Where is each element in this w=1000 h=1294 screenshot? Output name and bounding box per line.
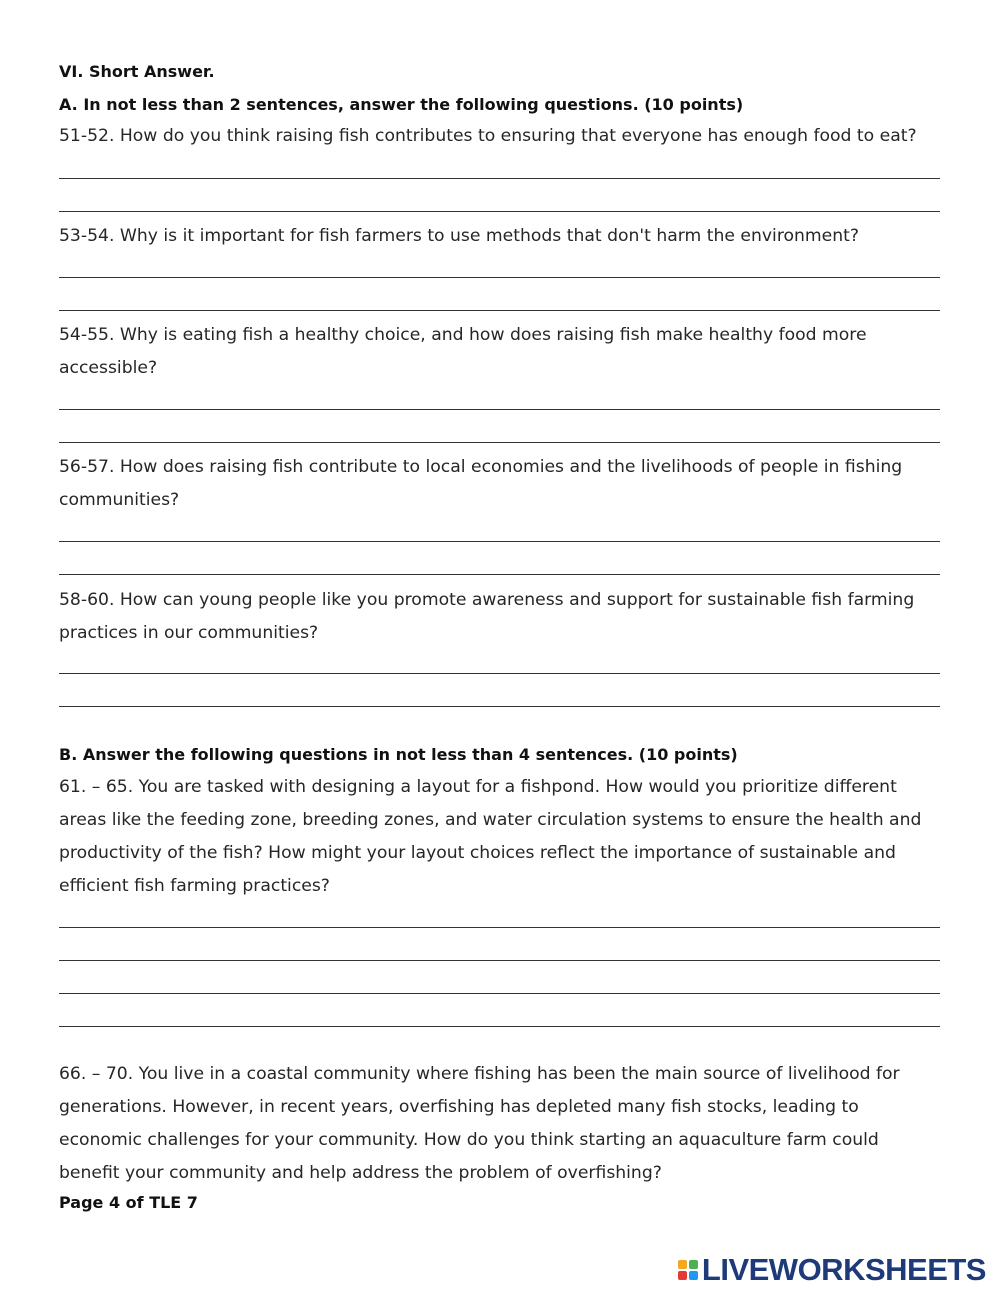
answer-line[interactable]	[59, 211, 940, 212]
answer-line[interactable]	[59, 574, 940, 575]
question-66-70: 66. – 70. You live in a coastal community where fishing has been the main source of livelihood for generations. However, in recent years, overfishing has depleted many fish stocks, leading to economic challenges for your community. How do you think starting an aquaculture farm could benefit your community and help address the problem of overfishing?	[59, 1064, 900, 1183]
section-title: VI. Short Answer.	[59, 62, 215, 81]
question-58-60: 58-60. How can young people like you promote awareness and support for sustainable fish farming practices in our communities?	[59, 590, 915, 643]
answer-line[interactable]	[59, 673, 940, 674]
answer-line[interactable]	[59, 706, 940, 707]
answer-line[interactable]	[59, 277, 940, 278]
answer-line[interactable]	[59, 927, 940, 928]
answer-line[interactable]	[59, 1026, 940, 1027]
answer-line[interactable]	[59, 960, 940, 961]
logo-block	[689, 1260, 698, 1269]
answer-line[interactable]	[59, 541, 940, 542]
answer-line[interactable]	[59, 993, 940, 994]
part-b-heading: B. Answer the following questions in not less than 4 sentences. (10 points)	[59, 745, 738, 764]
question-54-55: 54-55. Why is eating fish a healthy choice, and how does raising fish make healthy food more accessible?	[59, 325, 867, 378]
logo-blocks-icon	[678, 1260, 698, 1280]
answer-line[interactable]	[59, 409, 940, 410]
logo-block	[689, 1271, 698, 1280]
part-a-heading: A. In not less than 2 sentences, answer the following questions. (10 points)	[59, 95, 744, 114]
logo-block	[678, 1260, 687, 1269]
liveworksheets-logo	[678, 1254, 986, 1286]
answer-line[interactable]	[59, 310, 940, 311]
question-53-54: 53-54. Why is it important for fish farmers to use methods that don't harm the environment?	[59, 226, 859, 246]
question-61-65: 61. – 65. You are tasked with designing a layout for a fishpond. How would you prioritize different areas like the feeding zone, breeding zones, and water circulation systems to ensure the health and productivity of the fish? How might your layout choices reflect the importance of sustainable and efficient fish farming practices?	[59, 777, 922, 896]
page-footer: Page 4 of TLE 7	[59, 1193, 198, 1212]
logo-block	[678, 1271, 687, 1280]
logo-text: LIVEWORKSHEETS	[701, 1252, 986, 1287]
question-51-52: 51-52. How do you think raising fish contributes to ensuring that everyone has enough food to eat?	[59, 126, 917, 146]
answer-line[interactable]	[59, 442, 940, 443]
answer-line[interactable]	[59, 178, 940, 179]
question-56-57: 56-57. How does raising fish contribute to local economies and the livelihoods of people in fishing communities?	[59, 457, 903, 510]
